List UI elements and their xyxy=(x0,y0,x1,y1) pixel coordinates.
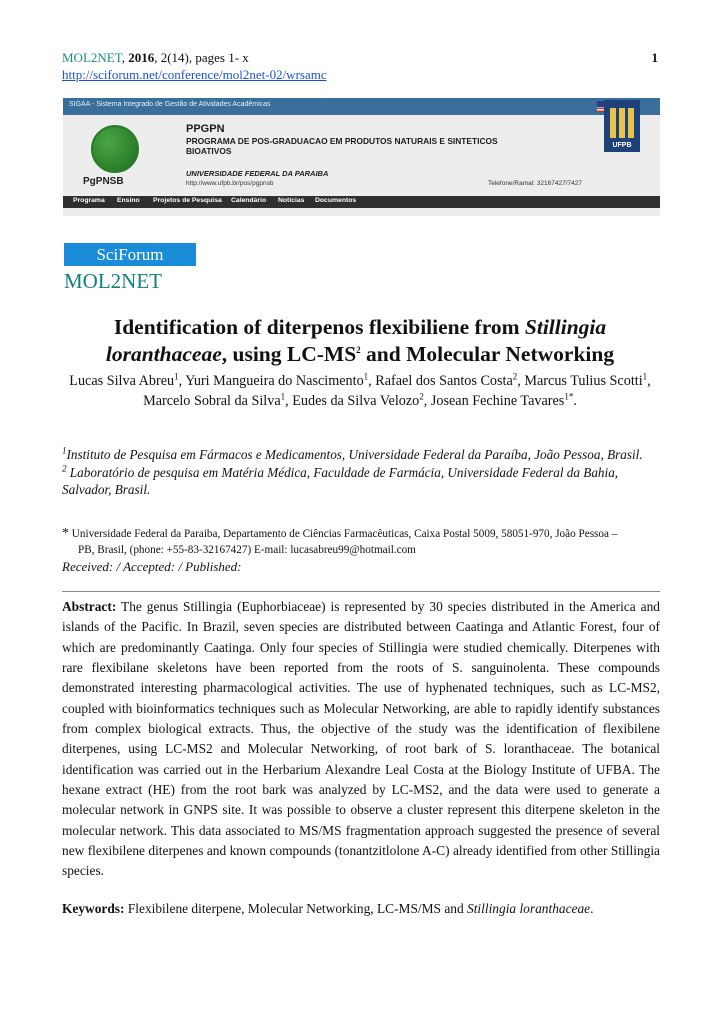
pgpnsb-logo xyxy=(91,125,139,173)
affiliation-2: $^2$ Laboratório de pesquisa em Matéria Médica, Faculdade de Farmácia, Universidade Federal da Bahia, Salvador, Brasil. xyxy=(62,463,619,497)
nav-item-programa[interactable]: Programa xyxy=(73,197,105,204)
nav-item-documentos[interactable]: Documentos xyxy=(315,197,357,204)
logo-label: PgPNSB xyxy=(83,176,124,187)
sciforum-badge xyxy=(64,243,196,266)
nav-item-noticias[interactable]: Notícias xyxy=(278,197,305,204)
abstract-text: The genus Stillingia (Euphorbiaceae) is represented by 30 species distributed in the America and islands of the Pacific. In Brazil, seven species are distributed between Caatinga and Atlantic Forest, four of which are predominantly Caatinga. Only four species of Stillingia were studied chemically. Diterpenes with rare flexibilane skeletons have been reported from the roots of S. sanguinolenta. These compounds demonstrated interesting pharmacological activities. The use of hyphenated techniques, such as LC-MS2, coupled with bioinformatics techniques such as Molecular Networking, are able to rapidly identify substances from complex biological extracts. Thus, the objective of the study was the identification of flexibilene diterpenes, using LC-MS2 and Molecular Networking, of root bark of S. loranthaceae. The botanical identification was carried out in the Herbarium Alexandre Leal Costa at the Biology Institute of UFBA. The hexane extract (HE) from the root bark was analyzed by LC-MS2, and the data were used to generate a molecular network in GNPS site. It was possible to observe a cluster represent this diterpene skeleton in the molecular network. This data associated to MS/MS fragmentation approach suggested the presence of several new flexibilene diterpenes and known compounds (tonantzitlolone A-C) already identified from other Stillingia species. xyxy=(62,599,660,879)
conference-url-link[interactable]: http://sciforum.net/conference/mol2net-02/wrsamc xyxy=(62,67,327,82)
program-acronym: PPGPN xyxy=(186,123,225,135)
keywords-text: Flexibilene diterpene, Molecular Networking, LC-MS/MS and xyxy=(124,901,467,916)
affiliation-1: $^1$Instituto de Pesquisa em Fármacos e Medicamentos, Universidade Federal da Paraíba, João Pessoa, Brasil. xyxy=(62,445,643,462)
paper-title xyxy=(62,314,658,368)
ufpb-label: UFPB xyxy=(612,142,632,149)
program-banner xyxy=(63,98,660,216)
abstract-label: Abstract: xyxy=(62,599,117,614)
system-bar xyxy=(63,98,660,115)
nav-item-projetos[interactable]: Projetos de Pesquisa xyxy=(153,197,222,204)
journal-name: MOL2NET xyxy=(62,50,122,65)
author: Yuri Mangueira do Nascimento$^1$, xyxy=(185,371,376,389)
page-number: 1 xyxy=(651,50,658,65)
journal-year: 2016 xyxy=(128,50,155,65)
volume-pages: , 2(14), pages 1- x xyxy=(154,50,249,65)
mol2net-label: MOL2NET xyxy=(64,269,162,293)
author: Lucas Silva Abreu$^1$, xyxy=(69,371,186,389)
title-sup: 2 xyxy=(356,344,361,355)
keywords-end: . xyxy=(590,901,594,916)
ufpb-logo xyxy=(604,100,640,152)
university-name: UNIVERSIDADE FEDERAL DA PARAIBA xyxy=(186,169,329,178)
title-species: loranthaceae xyxy=(105,342,222,366)
author: Marcus Tulius Scotti$^1$, xyxy=(524,371,651,389)
author: Josean Fechine Tavares$^{1*}$. xyxy=(430,391,577,409)
system-bar-text: SIGAA - Sistema Integrado de Gestão de Atividades Acadêmicas xyxy=(69,101,271,108)
correspondence xyxy=(62,526,660,558)
keywords xyxy=(62,899,660,919)
author-list xyxy=(62,371,658,411)
affiliations xyxy=(62,446,660,499)
author: Rafael dos Santos Costa$^2$, xyxy=(375,371,525,389)
correspondence-contact: PB, Brasil, (phone: +55-83-32167427) E-mail: lucasabreu99@hotmail.com xyxy=(78,544,416,556)
nav-item-ensino[interactable]: Ensino xyxy=(117,197,140,204)
program-website: http://www.ufpb.br/pos/pgpnsb xyxy=(186,180,274,187)
corresponding-star: * xyxy=(62,526,69,541)
banner-nav xyxy=(63,196,660,208)
author: Marcelo Sobral da Silva$^1$, xyxy=(143,391,293,409)
sciforum-label: SciForum xyxy=(96,245,164,264)
keywords-label: Keywords: xyxy=(62,901,125,916)
program-phone: Telefone/Ramal: 32167427/7427 xyxy=(488,180,582,187)
title-text-1: Identification of diterpenos flexibiliene from xyxy=(113,315,525,339)
running-header: MOL2NET, 2016, 2(14), pages 1- x xyxy=(62,50,249,65)
publication-dates: Received: / Accepted: / Published: xyxy=(62,559,242,574)
title-text-3: and Molecular Networking xyxy=(360,342,615,366)
author: Eudes da Silva Velozo$^2$, xyxy=(292,391,431,409)
title-genus: Stillingia xyxy=(524,315,607,339)
keywords-species: Stillingia loranthaceae xyxy=(467,901,591,916)
program-name: PROGRAMA DE POS-GRADUACAO EM PRODUTOS NATURAIS E SINTETICOS BIOATIVOS xyxy=(186,136,498,156)
abstract xyxy=(62,597,660,882)
title-text-2: , using LC-MS xyxy=(221,342,357,366)
nav-item-calendario[interactable]: Calendário xyxy=(231,197,267,204)
correspondence-address: Universidade Federal da Paraiba, Departamento de Ciências Farmacêuticas, Caixa Postal 5009, 58051-970, João Pessoa – xyxy=(69,528,618,540)
divider xyxy=(62,591,660,592)
